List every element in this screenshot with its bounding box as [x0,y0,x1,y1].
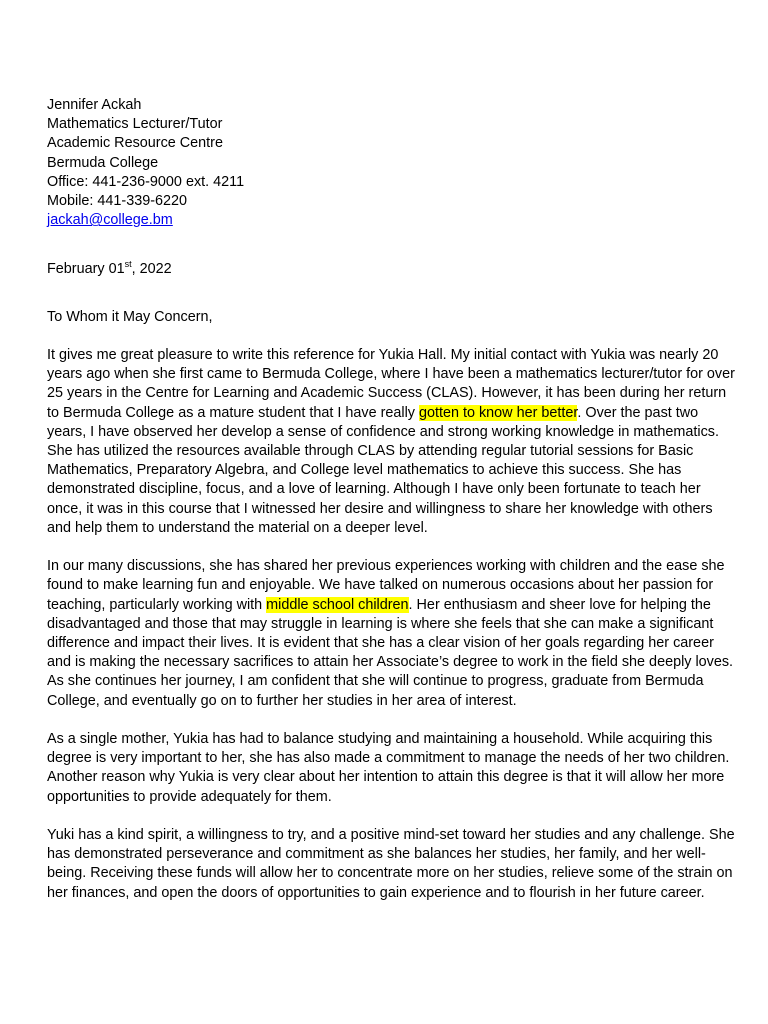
paragraph-4: Yuki has a kind spirit, a willingness to try, and a positive mind-set toward her studies and any challenge. She has demonstrated perseverance and commitment as she balances her studies, her family, and her well-being. Receiving these funds will allow her to concentrate more on her studies, relieve some of the strain on her finances, and open the doors of opportunities to gain experience and to flourish in her future career. [47,827,735,901]
sender-block [47,96,737,230]
sender-mobile-phone: Mobile: 441-339-6220 [47,193,188,210]
paragraph-2-part-b: . Her enthusiasm and sheer love for helping the disadvantaged and those that may struggle in learning is where she feels that she can make a significant difference and impact their lives. It is evident that she has a clear vision of her goals regarding her career and is making the necessary sacrifices to attain her Associate’s degree to work in the field she deeply loves. As she continues her journey, I am confident that she will continue to progress, graduate from Bermuda College, and eventually go on to further her studies in her area of interest. [47,596,734,709]
paragraph-1-part-a: It gives me great pleasure to write this reference for Yukia Hall. My initial contact with Yukia was nearly 20 years ago when she first came to Bermuda College, where I have been a mathematics lecturer/tutor for over 25 years in the Centre for Learning and Academic Success (CLAS). However, it has been during her return to Bermuda College as a mature student that I have really [47,347,735,421]
highlighted-text: gotten to know her better [418,404,578,421]
sender-department: Academic Resource Centre [47,135,223,152]
paragraph-2-part-a: In our many discussions, she has shared her previous experiences working with children and the ease she found to make learning fun and enjoyable. We have talked on numerous occasions about her passion for teaching, particularly working with [47,558,725,613]
date-prefix: February 01 [47,261,125,278]
highlighted-text: middle school children [266,596,409,613]
reference-letter [47,96,737,903]
sender-title: Mathematics Lecturer/Tutor [47,116,223,133]
paragraph-1 [47,346,737,538]
letter-date [47,260,737,279]
sender-name: Jennifer Ackah [47,97,142,113]
sender-email-link[interactable]: jackah@college.bm [47,212,173,229]
sender-institution: Bermuda College [47,154,159,171]
paragraph-3: As a single mother, Yukia has had to balance studying and maintaining a household. While acquiring this degree is very important to her, she has also made a commitment to manage the needs of her two children. Another reason why Yukia is very clear about her intention to attain this degree is that it will allow her more opportunities to provide adequately for them. [47,731,730,805]
salutation: To Whom it May Concern, [47,308,213,325]
paragraph-1-part-b: . Over the past two years, I have observed her develop a sense of confidence and strong working knowledge in mathematics. She has utilized the resources available through CLAS by attending regular tutorial sessions for Basic Mathematics, Preparatory Algebra, and College level mathematics to achieve this success. She has demonstrated discipline, focus, and a love of learning. Although I have only been fortunate to teach her once, it was in this course that I witnessed her desire and willingness to share her knowledge with others and help them to understand the material on a deeper level. [47,404,719,536]
date-ordinal-suffix: st [124,259,132,270]
paragraph-2 [47,557,737,711]
date-rest: , 2022 [131,261,172,278]
sender-office-phone: Office: 441-236-9000 ext. 4211 [47,173,245,190]
